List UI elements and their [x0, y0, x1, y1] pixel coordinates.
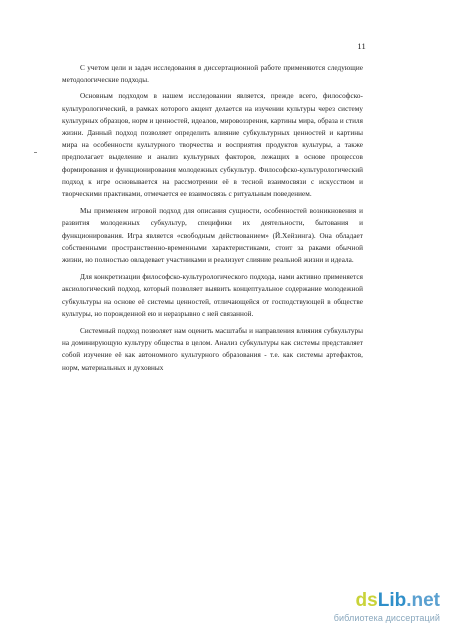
paragraph-axiological-approach: Для конкретизации философско-культурологического подхода, нами активно применяется аксиологический подход, который позволяет выявить концептуальное содержание молодежной субкультуры на основе её системы ценностей, отличающейся от господствующей в обществе культуры, но порожденной ею и неразрывно с ней связанной.: [62, 273, 363, 318]
page-number: 11: [357, 41, 366, 51]
document-body: [62, 62, 363, 379]
margin-mark: [34, 152, 37, 153]
paragraph-philosophical-approach: Основным подходом в нашем исследовании является, прежде всего, философско-культурологический, в рамках которого акцент делается на изучении культуры через систему культурных образцов, норм и ценностей, идеалов, мировоззрения, картины мира, образа и стиля жизни. Данный подход позволяет определить влияние субкультурных ценностей и картины мира на особенности культурного творчества и восприятия продуктов культуры, а также предполагает выделение и анализ культурных факторов, лежащих в основе процессов формирования и функционирования молодежных субкультур. Философско-культурологический подход к игре основывается на рассмотрении её в тесной взаимосвязи с искусством и творческими практиками, отмечается ее взаимосвязь с ритуальным поведением.: [62, 92, 363, 199]
paragraph-systemic-approach: Системный подход позволяет нам оценить масштабы и направления влияния субкультуры на доминирующую культуру общества в целом. Анализ субкультуры как системы представляет собой изучение её как автономного культурного образования - т.е. как системы артефактов, норм, материальных и духовных: [62, 327, 363, 372]
watermark-logo: [356, 591, 440, 611]
watermark-logo-lib: Lib: [377, 590, 407, 611]
paragraph-game-approach: Мы применяем игровой подход для описания сущности, особенностей возникновения и развития молодежных субкультур, специфики их деятельности, бытования и функционирования. Игра является «свободным действованием» (Й.Хейзинга). Она обладает собственными пространственно-временными характеристиками, стоит за раками обычной жизни, но полностью овладевает участниками и реализует слияние реальной жизни и идеала.: [62, 207, 363, 265]
watermark-logo-net: .net: [406, 590, 440, 611]
watermark-subtitle: библиотека диссертаций: [333, 613, 440, 623]
watermark-logo-ds: ds: [355, 590, 378, 611]
paragraph-intro: С учетом цели и задач исследования в диссертационной работе применяются следующие методологические подходы.: [62, 64, 363, 85]
watermark: [312, 591, 440, 629]
